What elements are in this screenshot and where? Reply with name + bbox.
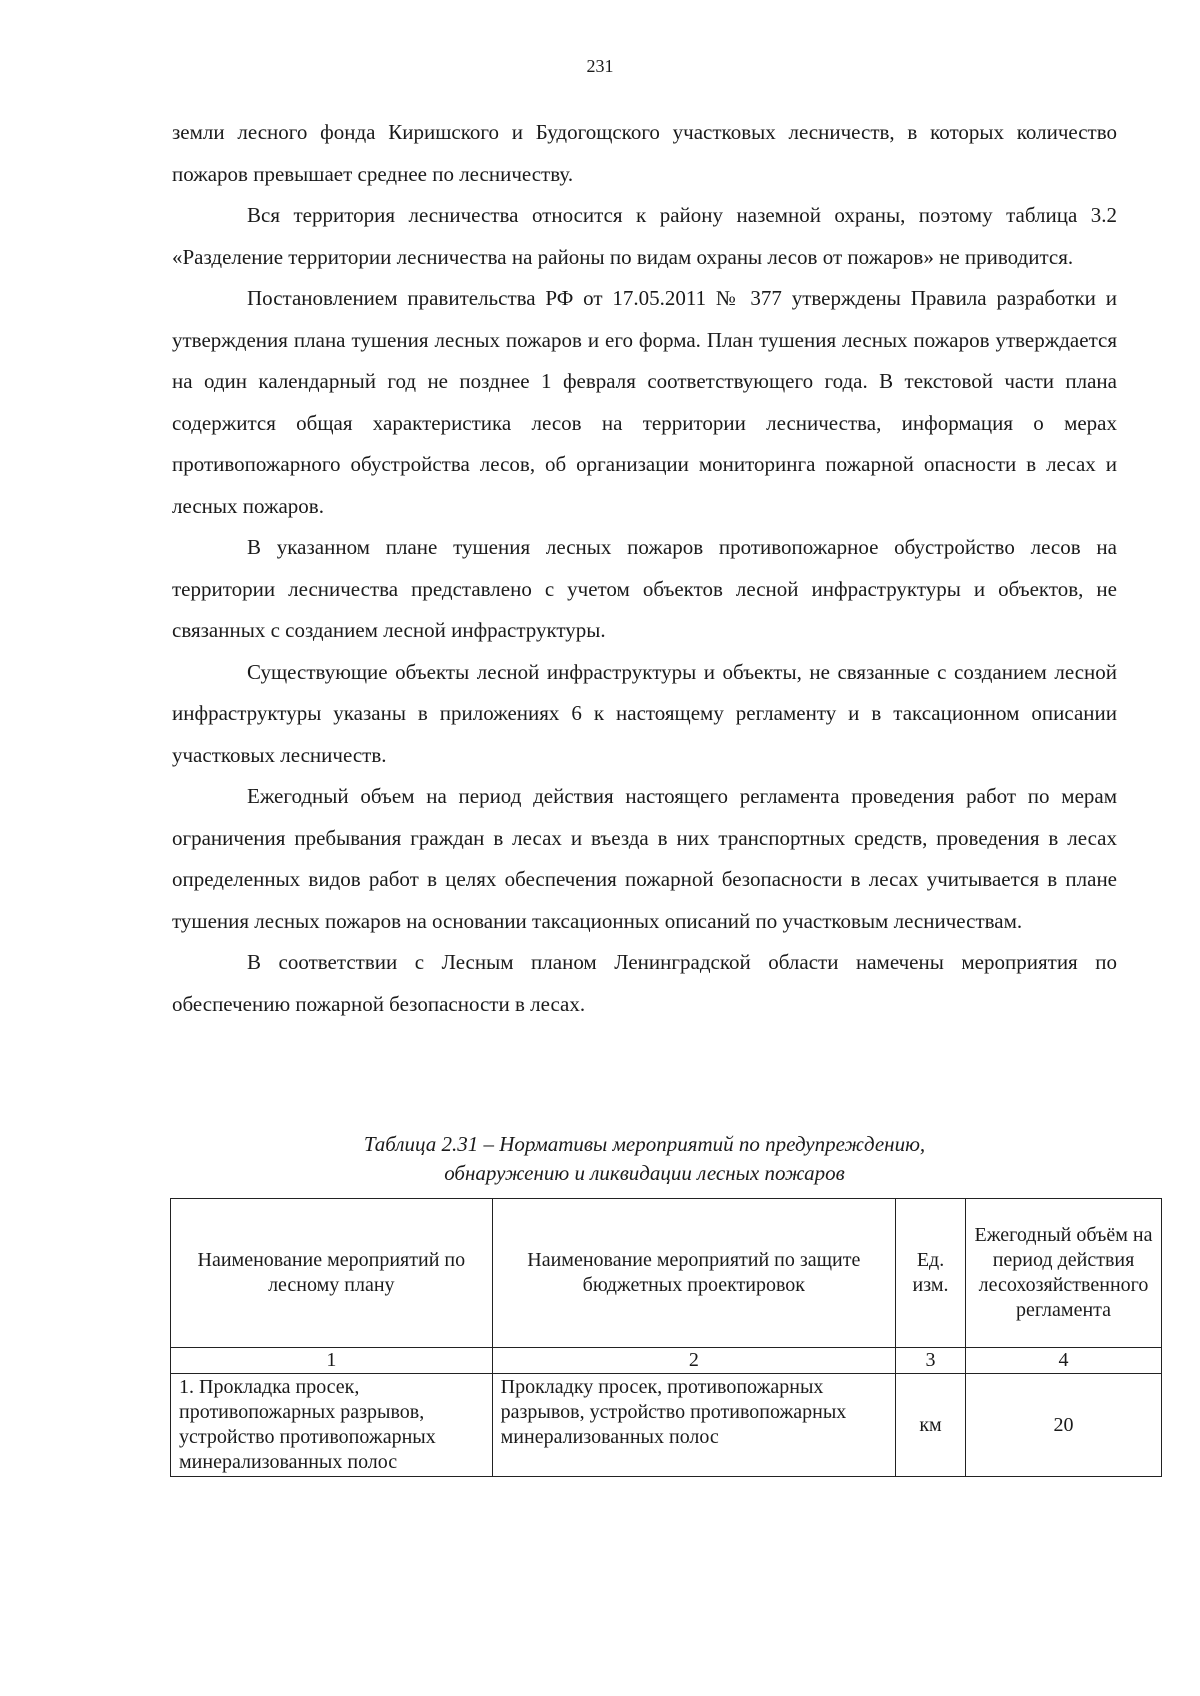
header-annual-volume: Ежегодный объём на период действия лесохозяйственного регламента bbox=[966, 1199, 1162, 1348]
page-number: 231 bbox=[586, 56, 614, 76]
table-caption bbox=[172, 1130, 1117, 1188]
header-unit: Ед. изм. bbox=[896, 1199, 966, 1348]
paragraph: Существующие объекты лесной инфраструктуры и объекты, не связанные с созданием лесной инфраструктуры указаны в приложениях 6 к настоящему регламенту и в таксационном описании участковых лесничеств. bbox=[172, 659, 1117, 767]
table-caption-line: обнаружению и ликвидации лесных пожаров bbox=[444, 1161, 845, 1185]
norms-table bbox=[170, 1198, 1162, 1477]
cell-annual-volume: 20 bbox=[966, 1374, 1162, 1477]
document-body bbox=[172, 112, 1117, 1025]
paragraph: Вся территория лесничества относится к району наземной охраны, поэтому таблица 3.2 «Разделение территории лесничества на районы по видам охраны лесов от пожаров» не приводится. bbox=[172, 203, 1117, 269]
paragraph: земли лесного фонда Киришского и Будогощского участковых лесничеств, в которых количество пожаров превышает среднее по лесничеству. bbox=[172, 120, 1117, 186]
column-number: 4 bbox=[966, 1348, 1162, 1374]
paragraph: Ежегодный объем на период действия настоящего регламента проведения работ по мерам ограничения пребывания граждан в лесах и въезда в них транспортных средств, проведения в лесах определенных видов работ в целях обеспечения пожарной безопасности в лесах учитывается в плане тушения лесных пожаров на основании таксационных описаний по участковым лесничествам. bbox=[172, 784, 1117, 933]
column-number: 1 bbox=[171, 1348, 493, 1374]
paragraph: Постановлением правительства РФ от 17.05.2011 № 377 утверждены Правила разработки и утверждения плана тушения лесных пожаров и его форма. План тушения лесных пожаров утверждается на один календарный год не позднее 1 февраля соответствующего года. В текстовой части плана содержится общая характеристика лесов на территории лесничества, информация о мерах противопожарного обустройства лесов, об организации мониторинга пожарной опасности в лесах и лесных пожаров. bbox=[172, 286, 1117, 518]
column-number-row bbox=[171, 1348, 1162, 1374]
cell-unit: км bbox=[896, 1374, 966, 1477]
header-budget-activity: Наименование мероприятий по защите бюджетных проектировок bbox=[492, 1199, 895, 1348]
header-activity: Наименование мероприятий по лесному плану bbox=[171, 1199, 493, 1348]
column-number: 2 bbox=[492, 1348, 895, 1374]
cell-activity: 1. Прокладка просек, противопожарных разрывов, устройство противопожарных минерализованных полос bbox=[171, 1374, 493, 1477]
paragraph: В соответствии с Лесным планом Ленинградской области намечены мероприятия по обеспечению пожарной безопасности в лесах. bbox=[172, 950, 1117, 1016]
table-row bbox=[171, 1374, 1162, 1477]
table-caption-line: Таблица 2.31 – Нормативы мероприятий по предупреждению, bbox=[363, 1132, 926, 1156]
column-number: 3 bbox=[896, 1348, 966, 1374]
table-header-row bbox=[171, 1199, 1162, 1348]
paragraph: В указанном плане тушения лесных пожаров противопожарное обустройство лесов на территории лесничества представлено с учетом объектов лесной инфраструктуры и объектов, не связанных с созданием лесной инфраструктуры. bbox=[172, 535, 1117, 642]
cell-budget-activity: Прокладку просек, противопожарных разрывов, устройство противопожарных минерализованных полос bbox=[492, 1374, 895, 1477]
